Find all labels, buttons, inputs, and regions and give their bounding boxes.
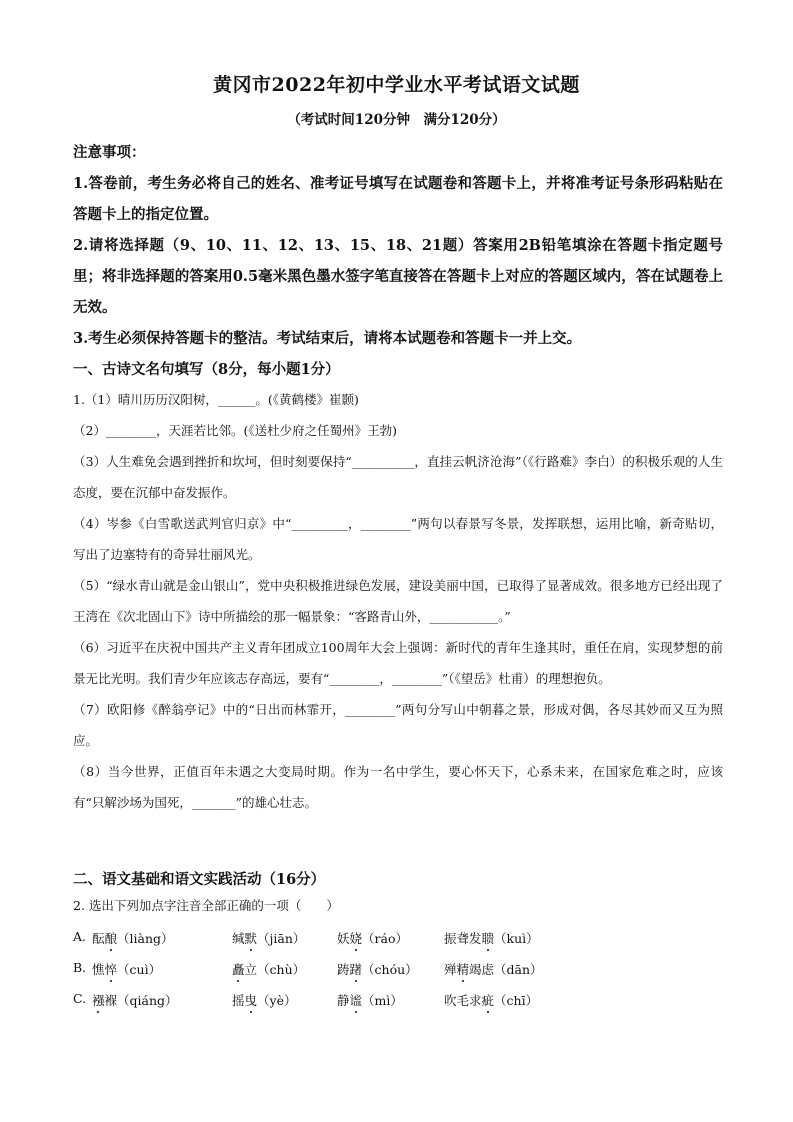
emphasis-dotted-character: 娆 xyxy=(349,931,363,946)
emphasis-dotted-character: 精 xyxy=(456,962,470,977)
option-word: 振聋发聩（kuì） xyxy=(444,931,539,946)
option-word: 踌躇（chóu） xyxy=(337,962,418,977)
emphasis-dotted-character: 矗 xyxy=(232,962,245,977)
question-1-7: （7）欧阳修《醉翁亭记》中的“日出而林霏开，________”两句分写山中朝暮之景，形成对偶，各尽其妙而又互为照应。 xyxy=(73,702,723,748)
emphasis-dotted-character: 悴 xyxy=(104,962,118,977)
question-1-3: （3）人生难免会遇到挫折和坎坷，但时刻要保持“__________，直挂云帆济沧海”（《行路难》李白）的积极乐观的人生态度，要在沉郁中奋发振作。 xyxy=(73,454,723,500)
emphasis-dotted-character: 酿 xyxy=(104,931,118,946)
option-word: 吹毛求疵（chī） xyxy=(444,993,539,1008)
emphasis-dotted-character: 聩 xyxy=(481,931,495,946)
emphasis-dotted-character: 疵 xyxy=(481,993,495,1008)
section-1-questions xyxy=(73,384,723,818)
question-1-2: （2）________，天涯若比邻。(《送杜少府之任蜀州》王勃) xyxy=(73,423,397,438)
option-word: 摇曳（yè） xyxy=(232,993,297,1008)
option-word: 襁褓（qiáng） xyxy=(92,993,178,1008)
question-1-8: （8）当今世界，正值百年未遇之大变局时期。作为一名中学生，要心怀天下，心系未来，在国家危难之时，应该有“只解沙场为国死，_______”的雄心壮志。 xyxy=(73,764,723,810)
option-word: 妖娆（ráo） xyxy=(337,931,408,946)
emphasis-dotted-character: 曳 xyxy=(244,993,258,1008)
option-word: 酝酿（liàng） xyxy=(92,931,174,946)
notice-section xyxy=(73,137,723,354)
emphasis-dotted-character: 谧 xyxy=(349,993,363,1008)
notice-item-1: 1.答卷前，考生务必将自己的姓名、准考证号填写在试题卷和答题卡上，并将准考证号条形码粘贴在答题卡上的指定位置。 xyxy=(73,175,723,223)
option-label: C. xyxy=(73,991,87,1006)
question-2-stem: 2. 选出下列加点字注音全部正确的一项（ ） xyxy=(73,898,339,913)
option-word: 缄默（jiān） xyxy=(232,931,306,946)
notice-heading: 注意事项： xyxy=(73,144,146,161)
option-word: 殚精竭虑（dān） xyxy=(444,962,543,977)
question-1-6: （6）习近平在庆祝中国共产主义青年团成立100周年大会上强调：新时代的青年生逢其时，重任在肩，实现梦想的前景无比光明。我们青少年应该志存高远，要有“________，________”（《望岳》杜甫）的理想抱负。 xyxy=(73,640,723,686)
section-1-heading: 一、古诗文名句填写（8分，每小题1分） xyxy=(73,361,340,378)
option-word: 矗立（chù） xyxy=(232,962,306,977)
emphasis-dotted-character: 躇 xyxy=(349,962,363,977)
option-label: B. xyxy=(73,960,87,975)
notice-item-3: 3.考生必须保持答题卡的整洁。考试结束后，请将本试题卷和答题卡一并上交。 xyxy=(73,330,582,347)
question-1-4: （4）岑参《白雪歌送武判官归京》中“_________，________”两句以春景写冬景，发挥联想，运用比喻，新奇贴切，写出了边塞特有的奇异壮丽风光。 xyxy=(73,516,723,562)
emphasis-dotted-character: 默 xyxy=(244,931,258,946)
option-word: 静谧（mì） xyxy=(337,993,403,1008)
section-2-heading: 二、语文基础和语文实践活动（16分） xyxy=(73,871,326,888)
option-label: A. xyxy=(73,929,87,944)
notice-item-2: 2.请将选择题（9、10、11、12、13、15、18、21题）答案用2B铅笔填涂在答题卡指定题号里；将非选择题的答案用0.5毫米黑色墨水签字笔直接答在答题卡上对应的答题区域内，答在试题卷上无效。 xyxy=(73,237,723,316)
exam-duration-subtitle: （考试时间120分钟 满分120分） xyxy=(287,112,506,128)
page-title: 黄冈市2022年初中学业水平考试语文试题 xyxy=(213,74,580,96)
question-1-1: 1.（1）晴川历历汉阳树，______。(《黄鹤楼》崔颢) xyxy=(73,392,359,407)
emphasis-dotted-character: 襁 xyxy=(92,993,105,1008)
option-word: 憔悴（cuì） xyxy=(92,962,162,977)
question-1-5: （5）“绿水青山就是金山银山”，党中央积极推进绿色发展，建设美丽中国，已取得了显著成效。很多地方已经出现了王湾在《次北固山下》诗中所描绘的那一幅景象：“客路青山外，___________。” xyxy=(73,578,723,624)
